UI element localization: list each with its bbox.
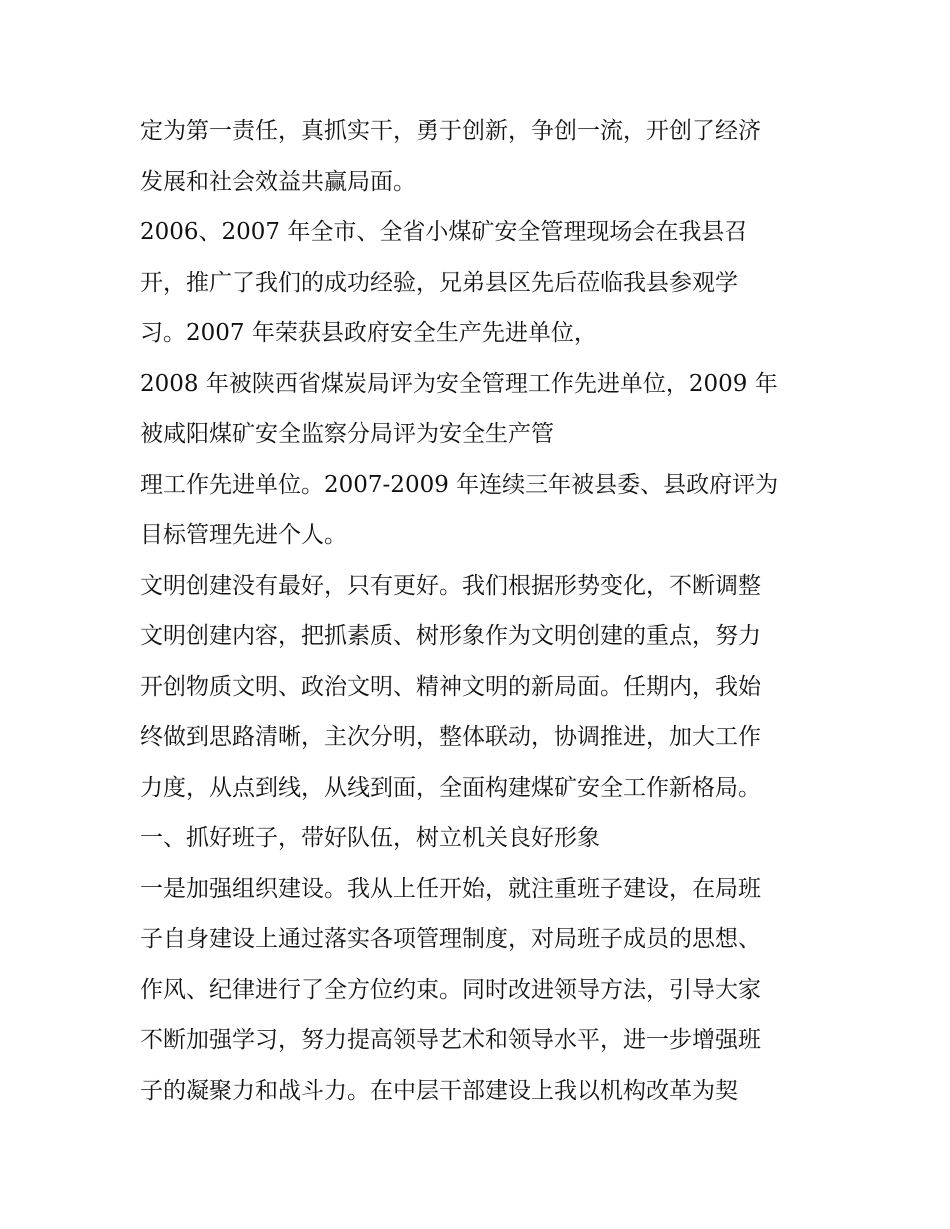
text-line-11: 文明创建内容，把抓素质、树形象作为文明创建的重点，努力: [140, 623, 761, 649]
text-line-5: 习。2007 年荣获县政府安全生产先进单位，: [140, 320, 597, 346]
section-heading: 一、抓好班子，带好队伍，树立机关良好形象: [140, 825, 600, 851]
text-line-17: 子自身建设上通过落实各项管理制度，对局班子成员的思想、: [140, 926, 761, 952]
text-line-19: 不断加强学习，努力提高领导艺术和领导水平，进一步增强班: [140, 1027, 761, 1053]
text-line-12: 开创物质文明、政治文明、精神文明的新局面。任期内，我始: [140, 673, 761, 700]
body-text: [140, 106, 820, 1116]
text-line-2: 发展和社会效益共赢局面。: [140, 168, 416, 195]
text-line-1: 定为第一责任，真抓实干，勇于创新，争创一流，开创了经济: [140, 118, 761, 144]
text-line-3: 2006、2007 年全市、全省小煤矿安全管理现场会在我县召: [140, 219, 748, 245]
text-line-16: 一是加强组织建设。我从上任开始，就注重班子建设，在局班: [140, 875, 761, 902]
text-line-20: 子的凝聚力和战斗力。在中层干部建设上我以机构改革为契: [140, 1077, 738, 1104]
text-line-4: 开，推广了我们的成功经验，兄弟县区先后莅临我县参观学: [140, 269, 738, 296]
text-line-8: 理工作先进单位。2007-2009 年连续三年被县委、县政府评为: [140, 471, 779, 498]
text-line-6: 2008 年被陕西省煤炭局评为安全管理工作先进单位，2009 年: [140, 370, 778, 397]
text-line-18: 作风、纪律进行了全方位约束。同时改进领导方法，引导大家: [140, 976, 761, 1003]
text-line-9: 目标管理先进个人。: [140, 522, 347, 548]
text-line-14: 力度，从点到线，从线到面，全面构建煤矿安全工作新格局。: [140, 774, 761, 801]
text-line-7: 被咸阳煤矿安全监察分局评为安全生产管: [140, 421, 554, 447]
text-line-13: 终做到思路清晰，主次分明，整体联动，协调推进，加大工作: [140, 724, 761, 750]
text-line-10: 文明创建没有最好，只有更好。我们根据形势变化，不断调整: [140, 572, 761, 599]
